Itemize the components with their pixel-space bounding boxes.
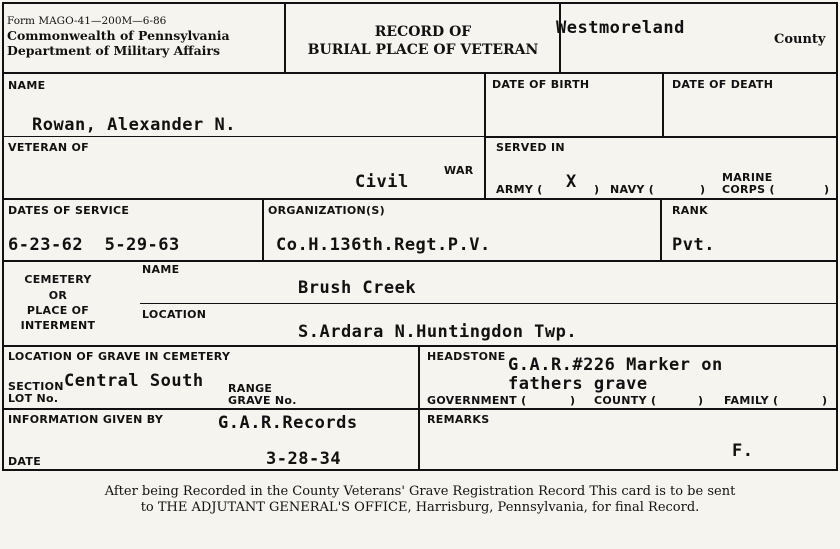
county-option-close: ) <box>698 394 704 407</box>
title-line1: RECORD OF <box>374 24 472 40</box>
issuer-line1: Commonwealth of Pennsylvania <box>7 28 230 43</box>
location-value: S.Ardara N.Huntingdon Twp. <box>298 322 578 342</box>
corps-label: CORPS ( <box>722 183 775 196</box>
form-number: Form MAGO-41—200M—6-86 <box>7 15 167 27</box>
rank-value: Pvt. <box>672 235 715 255</box>
information-given-by-label: INFORMATION GIVEN BY <box>8 413 164 426</box>
cemetery-name-label: NAME <box>142 263 180 276</box>
or-label: OR <box>48 289 68 302</box>
headstone-line1: G.A.R.#226 Marker on <box>508 355 723 375</box>
government-close: ) <box>570 394 576 407</box>
divider <box>262 199 264 261</box>
name-label: NAME <box>8 79 46 92</box>
veteran-name: Rowan, Alexander N. <box>32 115 236 135</box>
top-border <box>2 2 838 4</box>
divider <box>2 408 838 410</box>
rank-label: RANK <box>672 204 708 217</box>
organization-value: Co.H.136th.Regt.P.V. <box>276 235 491 255</box>
county-option-label: COUNTY ( <box>594 394 657 407</box>
navy-label: NAVY ( <box>610 183 655 196</box>
served-in-label: SERVED IN <box>496 141 565 154</box>
section-value: Central South <box>64 371 204 391</box>
information-given-by-value: G.A.R.Records <box>218 413 358 433</box>
family-close: ) <box>822 394 828 407</box>
place-of-label: PLACE OF <box>26 304 90 317</box>
divider <box>484 73 486 199</box>
range-label: RANGE <box>228 382 273 395</box>
divider <box>2 136 484 137</box>
cemetery-label: CEMETERY <box>24 273 92 286</box>
date-of-death-label: DATE OF DEATH <box>672 78 774 91</box>
title-line2: BURIAL PLACE OF VETERAN <box>307 42 539 58</box>
footer-line2: to THE ADJUTANT GENERAL'S OFFICE, Harrisburg, Pennsylvania, for final Record. <box>140 500 700 515</box>
county-label: County <box>774 32 826 47</box>
divider <box>2 72 838 74</box>
bottom-border <box>2 469 838 471</box>
remarks-value: F. <box>732 441 754 461</box>
dates-of-service-label: DATES OF SERVICE <box>8 204 130 217</box>
issuer-line2: Department of Military Affairs <box>7 43 221 58</box>
service-dates: 6-23-62 5-29-63 <box>8 235 180 255</box>
army-mark: X <box>566 172 577 192</box>
date-label: DATE <box>8 455 42 468</box>
army-label: ARMY ( <box>496 183 543 196</box>
army-close: ) <box>594 183 600 196</box>
interment-label: INTERMENT <box>20 319 96 332</box>
headstone-label: HEADSTONE <box>427 350 506 363</box>
remarks-label: REMARKS <box>427 413 490 426</box>
government-label: GOVERNMENT ( <box>427 394 527 407</box>
location-of-grave-label: LOCATION OF GRAVE IN CEMETERY <box>8 350 231 363</box>
date-of-birth-label: DATE OF BIRTH <box>492 78 590 91</box>
lot-no-label: LOT No. <box>8 392 59 405</box>
veteran-of-label: VETERAN OF <box>8 141 89 154</box>
organization-label: ORGANIZATION(S) <box>268 204 385 217</box>
county-value: Westmoreland <box>556 18 685 38</box>
cemetery-name: Brush Creek <box>298 278 417 298</box>
navy-close: ) <box>700 183 706 196</box>
date-value: 3-28-34 <box>266 449 342 469</box>
location-label: LOCATION <box>142 308 207 321</box>
family-label: FAMILY ( <box>724 394 779 407</box>
section-label: SECTION <box>8 380 64 393</box>
marine-label: MARINE <box>722 171 773 184</box>
corps-close: ) <box>824 183 830 196</box>
war-value: Civil <box>355 172 409 192</box>
war-label: WAR <box>444 164 474 177</box>
divider <box>484 136 838 138</box>
divider <box>662 73 664 137</box>
divider <box>2 260 838 262</box>
divider <box>2 345 838 347</box>
divider <box>2 198 838 200</box>
divider <box>140 303 838 304</box>
footer-line1: After being Recorded in the County Veterans' Grave Registration Record This card is to be sent <box>104 484 736 499</box>
headstone-line2: fathers grave <box>508 374 648 394</box>
grave-no-label: GRAVE No. <box>228 394 297 407</box>
divider <box>660 199 662 261</box>
